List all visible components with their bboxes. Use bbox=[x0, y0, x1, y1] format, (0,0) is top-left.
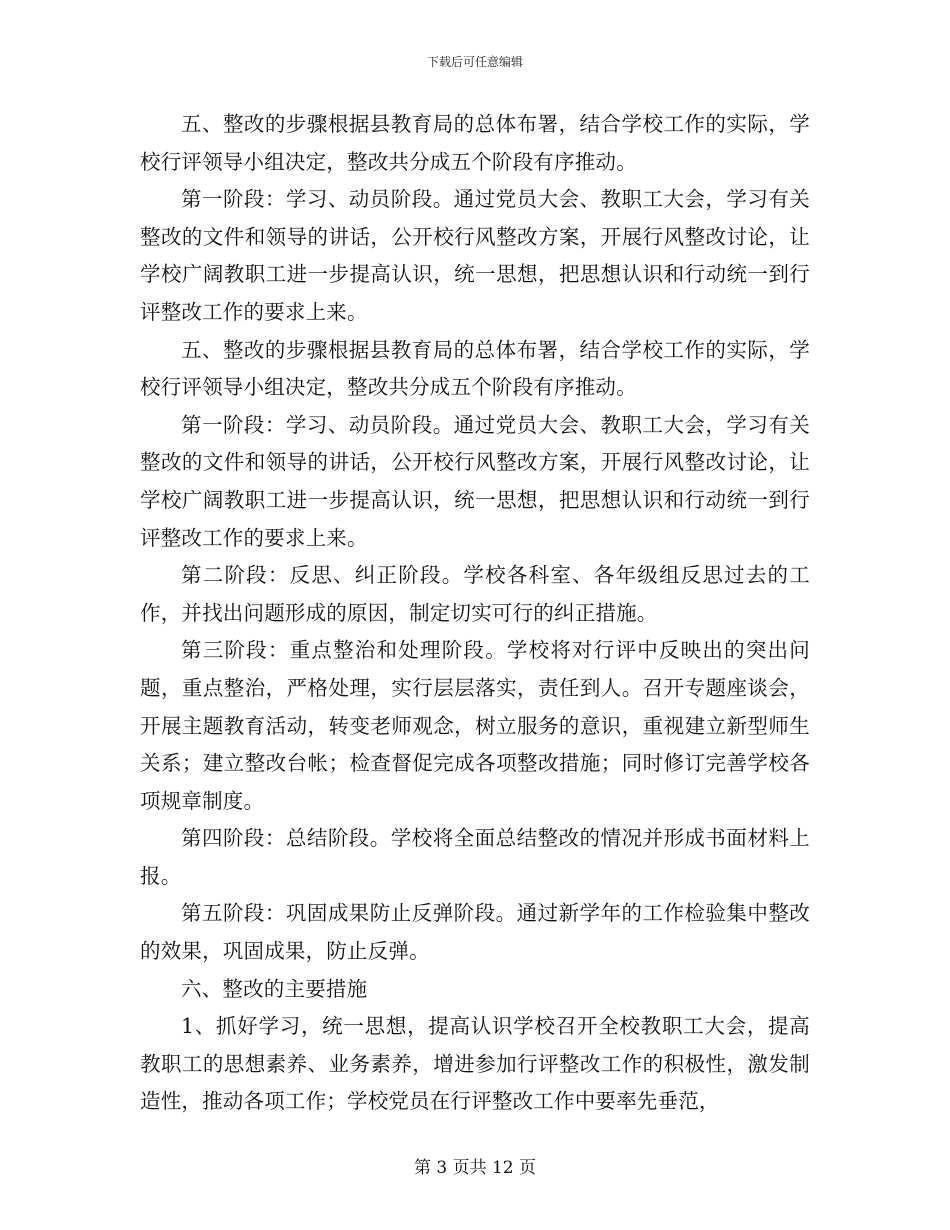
paragraph: 第四阶段：总结阶段。学校将全面总结整改的情况并形成书面材料上报。 bbox=[140, 826, 810, 888]
paragraph: 第二阶段：反思、纠正阶段。学校各科室、各年级组反思过去的工作，并找出问题形成的原因，制定切实可行的纠正措施。 bbox=[140, 563, 810, 625]
page-header: 下载后可任意编辑 bbox=[426, 55, 523, 69]
document-body bbox=[140, 106, 810, 1121]
paragraph: 五、整改的步骤根据县教育局的总体布署，结合学校工作的实际，学校行评领导小组决定，整改共分成五个阶段有序推动。 bbox=[140, 337, 810, 400]
paragraph: 第一阶段：学习、动员阶段。通过党员大会、教职工大会，学习有关整改的文件和领导的讲话，公开校行风整改方案，开展行风整改讨论，让学校广阔教职工进一步提高认识，统一思想，把思想认识和行动统一到行评整改工作的要求上来。 bbox=[140, 412, 810, 550]
paragraph: 1、抓好学习，统一思想，提高认识学校召开全校教职工大会，提高教职工的思想素养、业务素养，增进参加行评整改工作的积极性，激发制造性，推动各项工作；学校党员在行评整改工作中要率先垂范， bbox=[140, 1014, 810, 1114]
paragraph: 第一阶段：学习、动员阶段。通过党员大会、教职工大会，学习有关整改的文件和领导的讲话，公开校行风整改方案，开展行风整改讨论，让学校广阔教职工进一步提高认识，统一思想，把思想认识和行动统一到行评整改工作的要求上来。 bbox=[140, 187, 810, 324]
section-heading: 六、整改的主要措施 bbox=[181, 976, 368, 1001]
paragraph: 第五阶段：巩固成果防止反弹阶段。通过新学年的工作检验集中整改的效果，巩固成果，防止反弹。 bbox=[140, 901, 810, 964]
page-footer: 第 3 页共 12 页 bbox=[413, 1158, 537, 1178]
paragraph: 第三阶段：重点整治和处理阶段。学校将对行评中反映出的突出问题，重点整治，严格处理，实行层层落实，责任到人。召开专题座谈会，开展主题教育活动，转变老师观念，树立服务的意识，重视建立新型师生关系；建立整改台帐；检查督促完成各项整改措施；同时修订完善学校各项规章制度。 bbox=[140, 638, 810, 813]
paragraph: 五、整改的步骤根据县教育局的总体布署，结合学校工作的实际，学校行评领导小组决定，整改共分成五个阶段有序推动。 bbox=[140, 112, 810, 174]
